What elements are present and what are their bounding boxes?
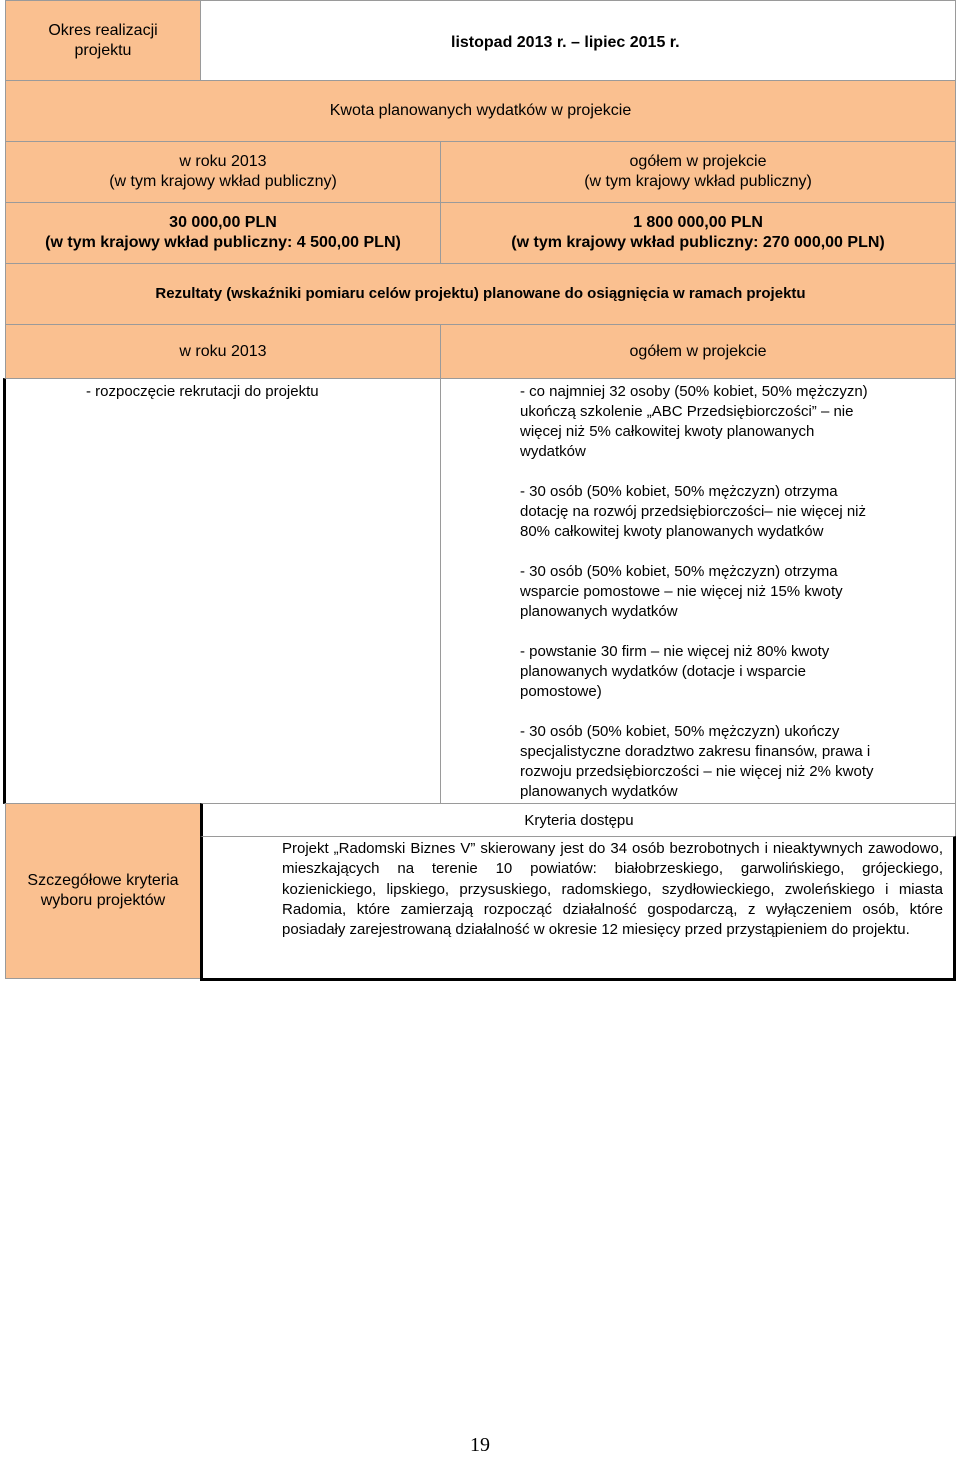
criteria-header: Kryteria dostępu <box>200 803 956 837</box>
results-2013-item: - rozpoczęcie rekrutacji do projektu <box>86 383 319 400</box>
results-total-header: ogółem w projekcie <box>440 324 956 379</box>
result-item-bridge-support: - 30 osób (50% kobiet, 50% mężczyzn) otrzyma wsparcie pomostowe – nie więcej niż 15% kwoty planowanych wydatków <box>520 563 843 620</box>
results-2013-header: w roku 2013 <box>5 324 441 379</box>
period-label: Okres realizacji projektu <box>5 0 201 81</box>
page-number: 19 <box>470 1434 490 1456</box>
results-header: Rezultaty (wskaźniki pomiaru celów projektu) planowane do osiągnięcia w ramach projektu <box>5 263 956 325</box>
result-item-grant: - 30 osób (50% kobiet, 50% mężczyzn) otrzyma dotację na rozwój przedsiębiorczości– nie więcej niż 80% całkowitej kwoty planowanych wydatków <box>520 483 867 540</box>
budget-header: Kwota planowanych wydatków w projekcie <box>5 80 956 142</box>
budget-2013-value: 30 000,00 PLN (w tym krajowy wkład publiczny: 4 500,00 PLN) <box>5 202 441 264</box>
budget-2013-header: w roku 2013 (w tym krajowy wkład publiczny) <box>5 141 441 203</box>
result-item-consulting: - 30 osób (50% kobiet, 50% mężczyzn) ukończy specjalistyczne doradztwo zakresu finansów, prawa i rozwoju przedsiębiorczości – nie więcej niż 2% kwoty planowanych wydatków <box>520 723 874 800</box>
result-item-firms: - powstanie 30 firm – nie więcej niż 80% kwoty planowanych wydatków (dotacje i wsparcie pomostowe) <box>520 643 830 700</box>
period-value: listopad 2013 r. – lipiec 2015 r. <box>200 0 956 81</box>
results-total-list <box>440 378 956 804</box>
results-2013-list <box>3 378 441 804</box>
result-item-training: - co najmniej 32 osoby (50% kobiet, 50% mężczyzn) ukończą szkolenie „ABC Przedsiębiorczości” – nie więcej niż 5% całkowitej kwoty planowanych wydatków <box>520 383 868 460</box>
budget-total-value: 1 800 000,00 PLN (w tym krajowy wkład publiczny: 270 000,00 PLN) <box>440 202 956 264</box>
criteria-text: Projekt „Radomski Biznes V” skierowany jest do 34 osób bezrobotnych i nieaktywnych zawodowo, mieszkających na terenie 10 powiatów: białobrzeskiego, garwolińskiego, grójeckiego, kozienickiego, lipskiego, przysuskiego, radomskiego, szydłowieckiego, zwoleńskiego i miasta Radomia, które zamierzają rozpocząć działalność gospodarczą, z wyłączeniem osób, które posiadały zarejestrowaną działalność w okresie 12 miesięcy przed przystąpieniem do projektu. <box>200 836 956 981</box>
budget-total-header: ogółem w projekcie (w tym krajowy wkład publiczny) <box>440 141 956 203</box>
criteria-label: Szczegółowe kryteria wyboru projektów <box>5 803 201 979</box>
